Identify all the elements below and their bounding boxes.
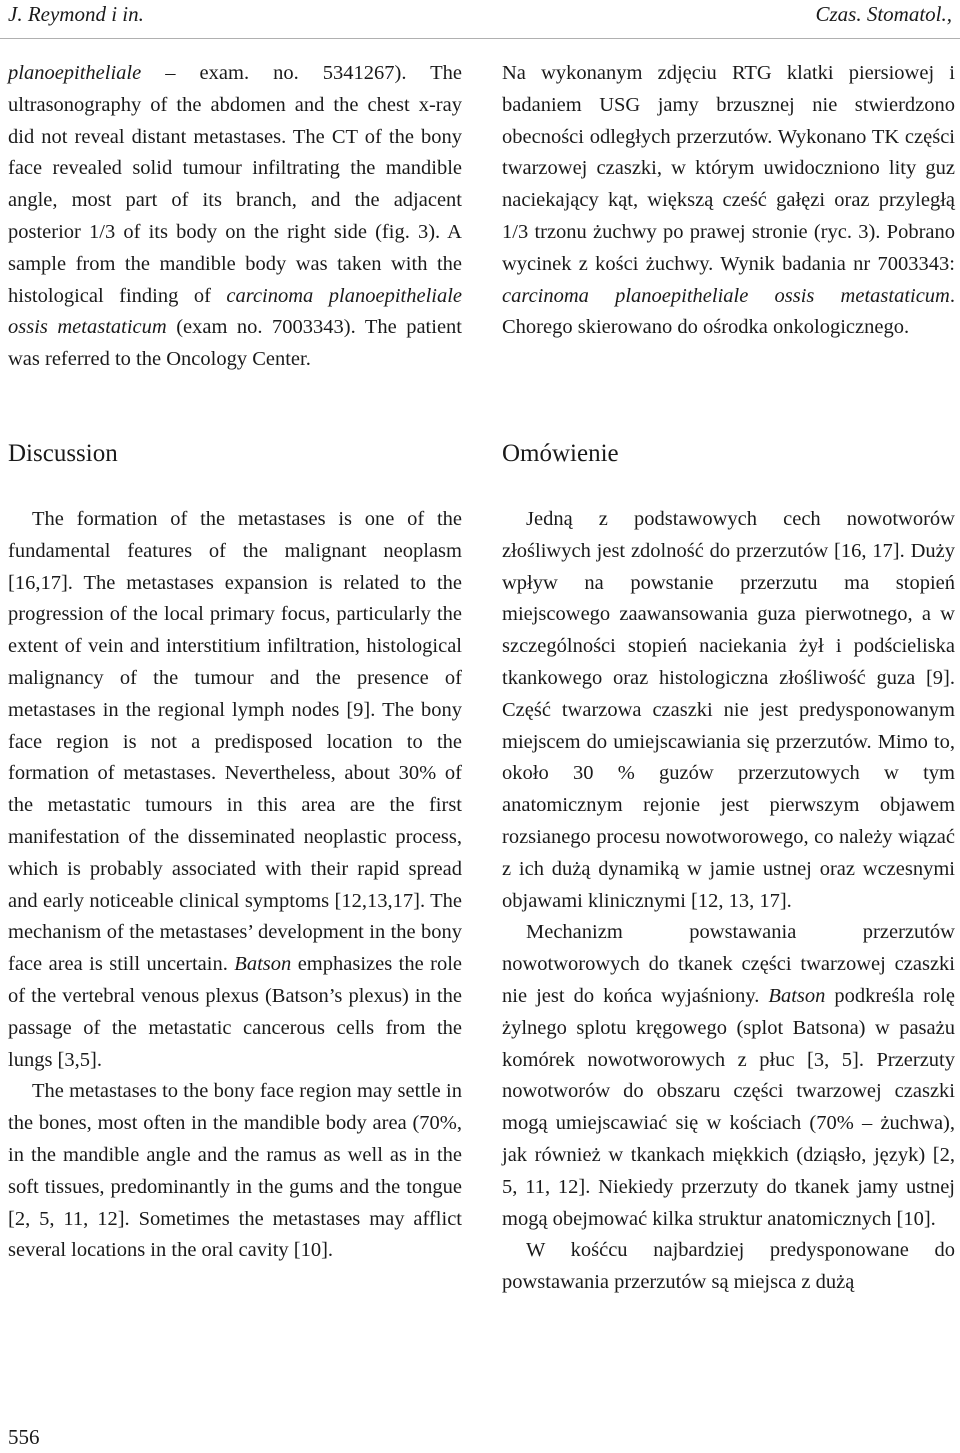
polish-discussion-paragraph-2: Mechanizm powstawania przerzutów nowotworowych do tkanek części twarzowej czaszki nie jest do końca wyjaśniony. Batson podkreśla rolę żylnego splotu kręgowego (splot Batsona) w pasażu komórek nowotworowych z płuc [3, 5]. Przerzuty nowotworów do obszaru części twarzowej czaszki mogą umiejscawiać się w kościach (70% – żuchwa), jak również w tkankach miękkich (dziąsło, język) [2, 5, 11, 12]. Niekiedy przerzuty do tkanek jamy ustnej mogą obejmować kilka struktur anatomicznych [10]. <box>502 921 955 1230</box>
english-intro-paragraph: planoepitheliale – exam. no. 5341267). The ultrasonography of the abdomen and the chest x-ray did not reveal distant metastases. The CT of the bony face revealed solid tumour infiltrating the mandible angle, most part of its branch, and the adjacent posterior 1/3 of its body on the right side (fig. 3). A sample from the mandible body was taken with the histological finding of carcinoma planoepitheliale ossis metastaticum (exam no. 7003343). The patient was referred to the Oncology Center. <box>8 62 463 371</box>
polish-intro-text <box>502 58 955 344</box>
polish-discussion-paragraph-1: Jedną z podstawowych cech nowotworów złośliwych jest zdolność do przerzutów [16, 17]. Duży wpływ na powstanie przerzutu ma stopień miejscowego zaawansowania guza pierwotnego, a w szczególności stopień naciekania żył i podścieliska tkankowego oraz histologiczna złośliwość guza [9]. Część twarzowa czaszki nie jest predysponowanym miejscem do umiejscawiania się przerzutów. Mimo to, około 30 % guzów przerzutowych w tym anatomicznym rejonie jest pierwszym objawem rozsianego procesu nowotworowego, co należy wiązać z ich dużą dynamiką w jamie ustnej oraz wczesnymi objawami klinicznymi [12, 13, 17]. <box>502 508 955 912</box>
english-discussion-body <box>8 504 462 1267</box>
italic-text: Batson <box>768 984 826 1007</box>
polish-intro-paragraph: Na wykonanym zdjęciu RTG klatki piersiowej i badaniem USG jamy brzusznej nie stwierdzono obecności odległych przerzutów. Wykonano TK części twarzowej czaszki, w którym uwidoczniono lity guz naciekający kąt, większą cześć gałęzi oraz przyległą 1/3 trzonu żuchwy po prawej stronie (ryc. 3). Pobrano wycinek z kości żuchwy. Wynik badania nr 7003343: carcinoma planoepitheliale ossis metastaticum. Chorego skierowano do ośrodka onkologicznego. <box>502 62 955 339</box>
polish-discussion-body <box>502 504 955 1299</box>
polish-discussion-paragraph-3: W kośćcu najbardziej predysponowane do powstawania przerzutów są miejsca z dużą <box>502 1239 955 1294</box>
page-number: 556 <box>8 1425 40 1449</box>
polish-section-heading: Omówienie <box>502 440 619 467</box>
english-discussion-paragraph-2: The metastases to the bony face region may settle in the bones, most often in the mandible body area (70%, in the mandible angle and the ramus as well as in the soft tissues, predominantly in the gums and the tongue [2, 5, 11, 12]. Sometimes the metastases may afflict several locations in the oral cavity [10]. <box>8 1080 462 1262</box>
english-section-heading: Discussion <box>8 440 118 467</box>
italic-text: Batson <box>234 953 292 976</box>
running-header-journal: Czas. Stomatol., <box>815 2 952 26</box>
italic-text: carcinoma planoepitheliale ossis metastaticum <box>502 284 950 307</box>
running-header-authors: J. Reymond i in. <box>8 2 144 26</box>
english-discussion-paragraph-1: The formation of the metastases is one of the fundamental features of the malignant neoplasm [16,17]. The metastases expansion is related to the progression of the local primary focus, particularly the extent of vein and interstitium infiltration, histological malignancy of the tumour and the presence of metastases in the regional lymph nodes [9]. The bony face region is not a predisposed location to the formation of metastases. Nevertheless, about 30% of the metastatic tumours in this area are the first manifestation of the disseminated neoplastic process, which is probably associated with their rapid spread and early noticeable clinical symptoms [12,13,17]. The mechanism of the metastases’ development in the bony face area is still uncertain. Batson emphasizes the role of the vertebral venous plexus (Batson’s plexus) in the passage of the metastatic cancerous cells from the lungs [3,5]. <box>8 508 462 1071</box>
italic-text: carcinoma planoepitheliale ossis metastaticum <box>8 284 463 339</box>
english-intro-text <box>8 58 462 376</box>
header-rule <box>0 38 960 39</box>
italic-text: planoepitheliale <box>8 62 142 84</box>
